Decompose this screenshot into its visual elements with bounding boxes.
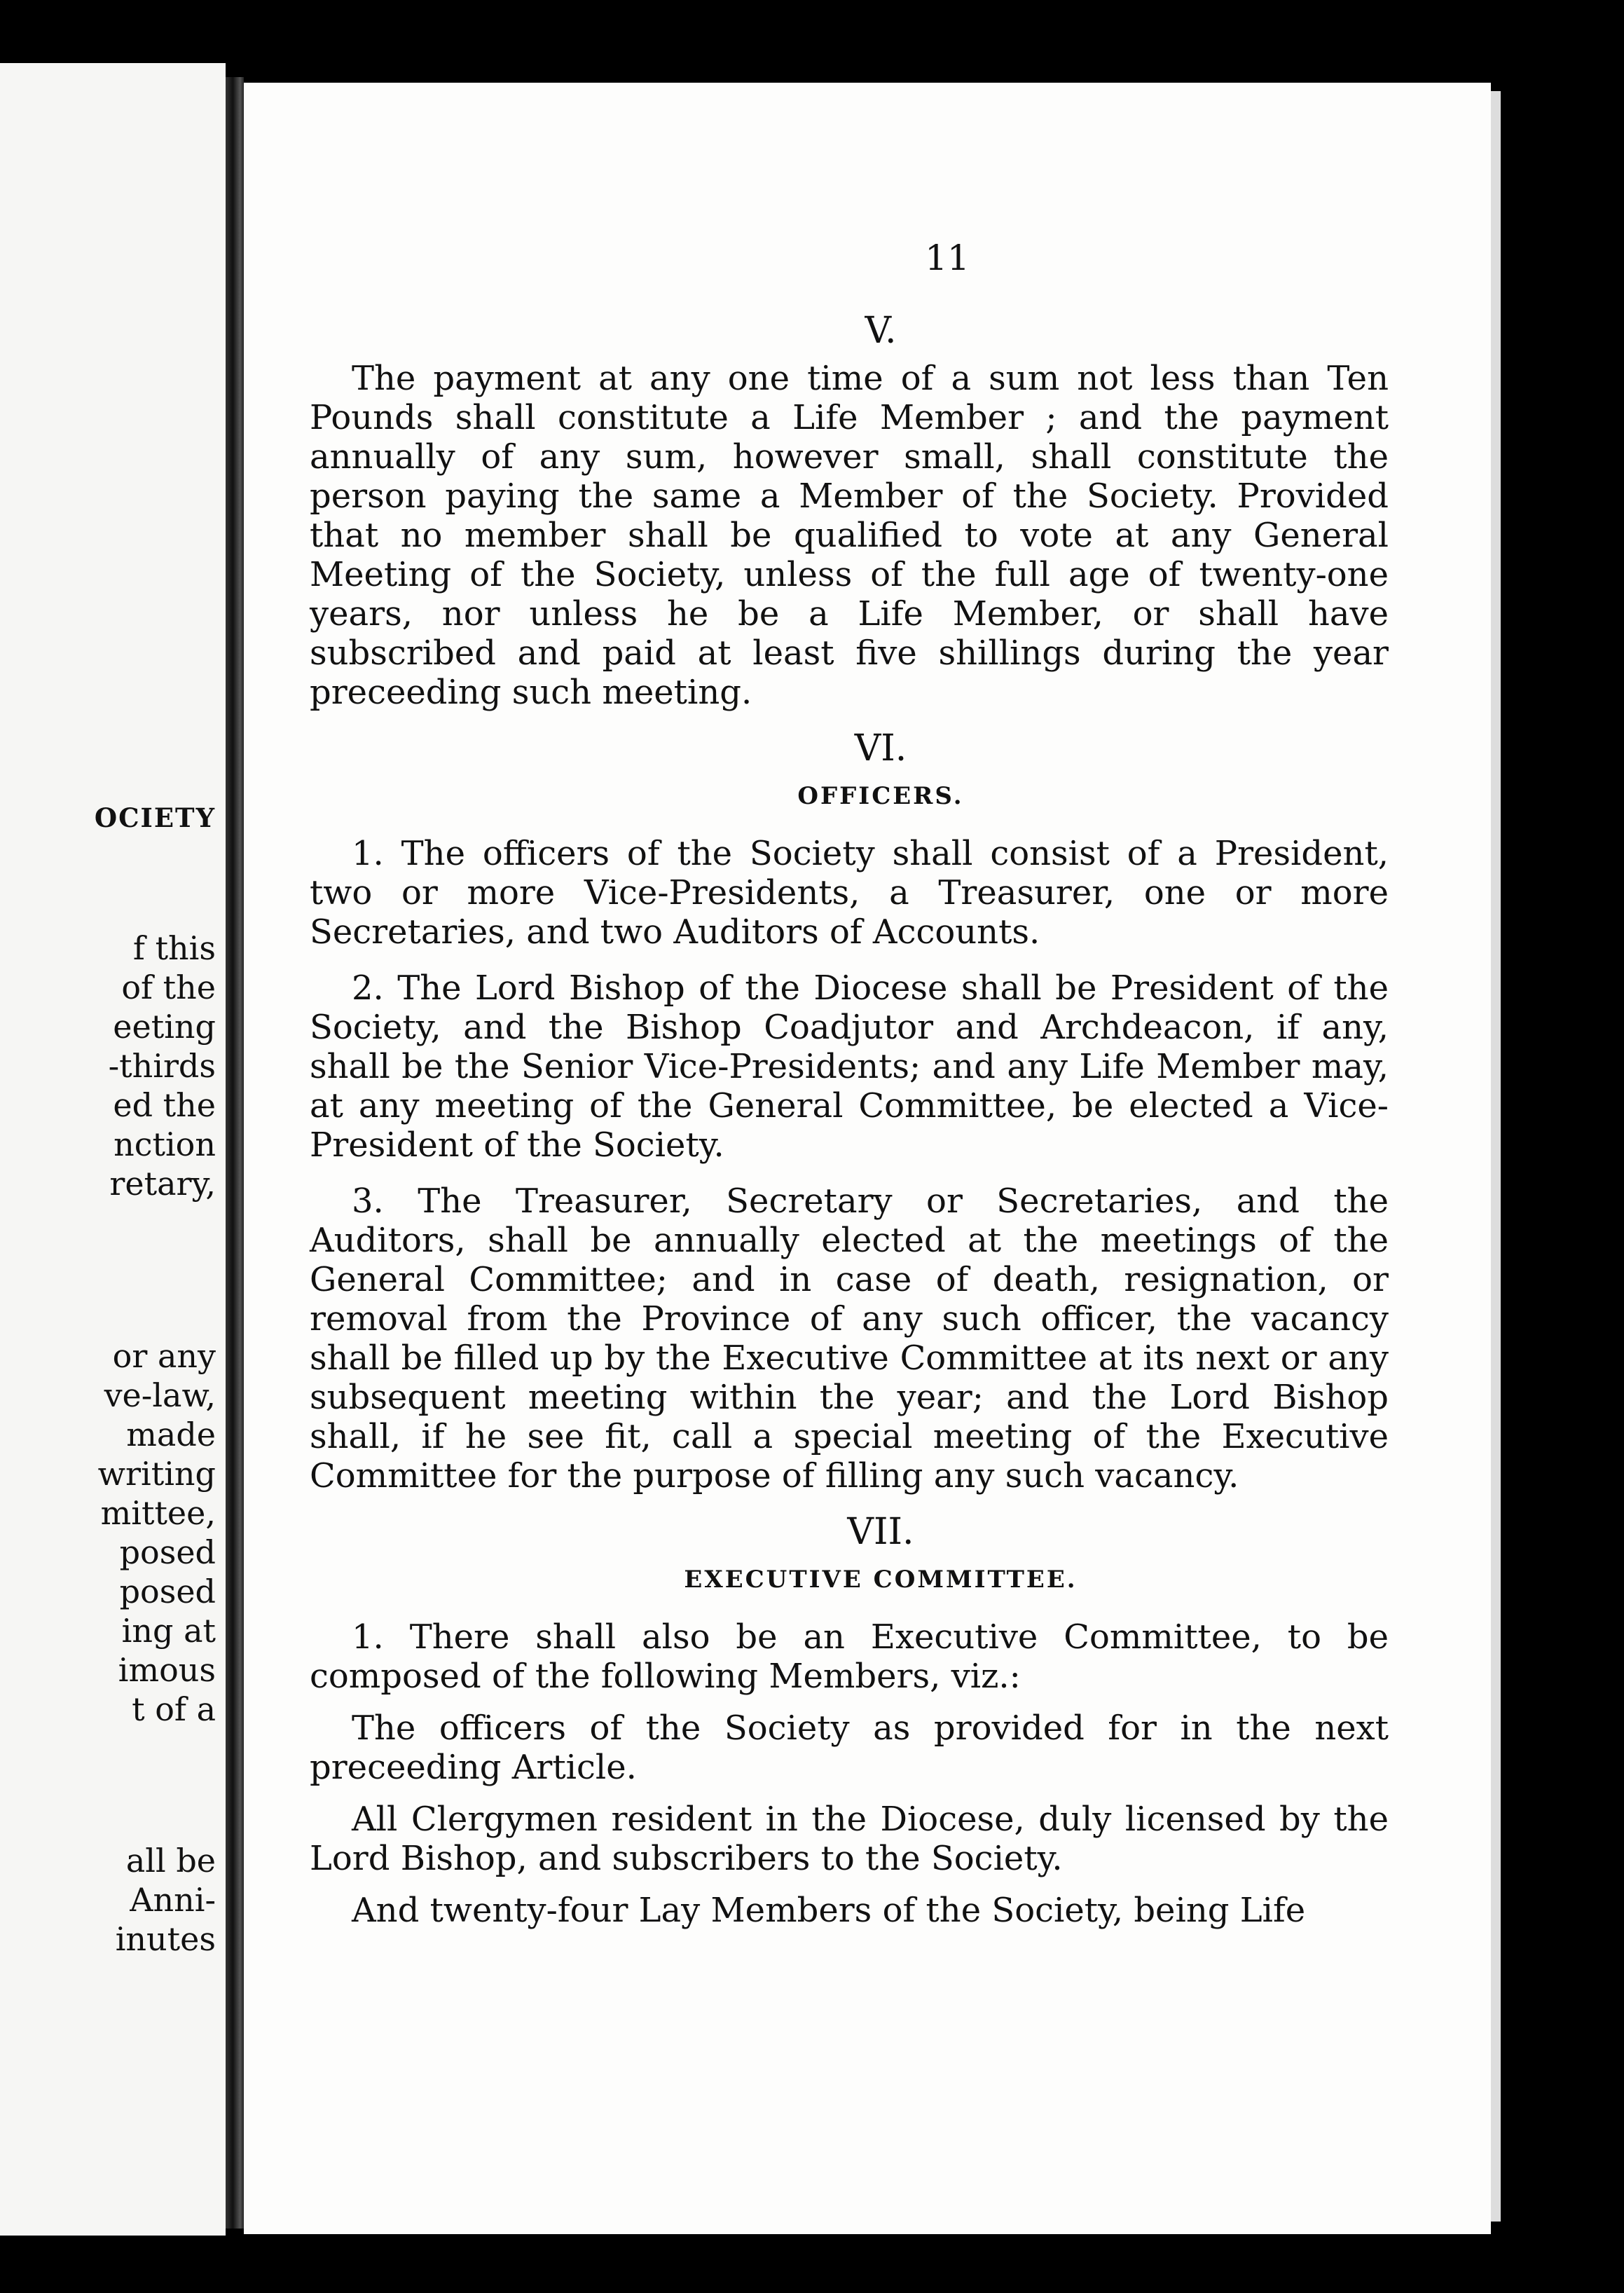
left-page-line: writing bbox=[97, 1455, 216, 1493]
page-edge bbox=[1491, 91, 1501, 2222]
left-page-line: OCIETY bbox=[94, 802, 216, 833]
article-paragraph: 3. The Treasurer, Secretary or Secretaries, and the Auditors, shall be annually elected at the meetings of the General Committee; and in case of death, resignation, or removal from the Province of any such officer, the vacancy shall be filled up by the Executive Committee at its next or any subsequent meeting within the year; and the Lord Bishop shall, if he see fit, call a special meeting of the Executive Committee for the purpose of filling any such vacancy. bbox=[310, 1182, 1389, 1495]
left-page-line: posed bbox=[119, 1573, 216, 1610]
left-page-line: f this bbox=[132, 929, 216, 967]
article-paragraph: All Clergymen resident in the Diocese, duly licensed by the Lord Bishop, and subscribers to the Society. bbox=[310, 1800, 1389, 1878]
page-number: 11 bbox=[925, 238, 970, 278]
left-page-fragment bbox=[0, 63, 226, 2236]
left-page-line: of the bbox=[121, 968, 216, 1006]
article-paragraph: 2. The Lord Bishop of the Diocese shall be President of the Society, and the Bishop Coadjutor and Archdeacon, if any, shall be the Senior Vice-Presidents; and any Life Member may, at any meeting of the General Committee, be elected a Vice-President of the Society. bbox=[310, 968, 1389, 1165]
article-paragraph: 1. There shall also be an Executive Committee, to be composed of the following Members, viz.: bbox=[310, 1617, 1389, 1696]
left-page-line: or any bbox=[112, 1337, 216, 1375]
article-paragraph: And twenty-four Lay Members of the Society, being Life bbox=[352, 1891, 1306, 1930]
left-page-line: eeting bbox=[113, 1008, 216, 1046]
left-page-line: ed the bbox=[113, 1086, 216, 1124]
left-page-line: ve-law, bbox=[104, 1376, 216, 1414]
article-heading: EXECUTIVE COMMITTEE. bbox=[684, 1566, 1078, 1594]
article-vii bbox=[310, 1512, 1389, 1930]
left-page-line: ing at bbox=[121, 1612, 216, 1650]
book-gutter bbox=[226, 77, 244, 2229]
article-paragraph: The officers of the Society as provided for in the next preceeding Article. bbox=[310, 1709, 1389, 1787]
article-paragraph: 1. The officers of the Society shall consist of a President, two or more Vice-Presidents, a Treasurer, one or more Secretaries, and two Auditors of Accounts. bbox=[310, 834, 1389, 952]
article-paragraph: The payment at any one time of a sum not less than Ten Pounds shall constitute a Life Member ; and the payment annually of any sum, however small, shall constitute the person paying the same a Member of the Society. Provided that no member shall be qualified to vote at any General Meeting of the Society, unless of the full age of twenty-one years, nor unless he be a Life Member, or shall have subscribed and paid at least five shillings during the year preceeding such meeting. bbox=[310, 359, 1389, 712]
left-page-line: mittee, bbox=[100, 1494, 216, 1532]
article-numeral: V. bbox=[865, 310, 897, 352]
left-page-line: nction bbox=[113, 1125, 216, 1163]
article-numeral: VI. bbox=[854, 727, 907, 769]
left-page-line: inutes bbox=[115, 1920, 216, 1958]
article-numeral: VII. bbox=[847, 1511, 914, 1553]
left-page-line: posed bbox=[119, 1533, 216, 1571]
left-page-line: -thirds bbox=[108, 1047, 216, 1085]
left-page-line: imous bbox=[118, 1651, 216, 1689]
article-vi bbox=[310, 729, 1389, 1495]
article-heading: OFFICERS. bbox=[797, 782, 964, 810]
left-page-line: all be bbox=[125, 1842, 216, 1880]
page-text bbox=[310, 238, 1389, 1943]
left-page-line: Anni- bbox=[130, 1881, 216, 1919]
left-page-line: retary, bbox=[109, 1165, 216, 1203]
left-page-line: made bbox=[126, 1416, 216, 1453]
article-v bbox=[310, 311, 1389, 712]
left-page-line: t of a bbox=[132, 1690, 216, 1728]
